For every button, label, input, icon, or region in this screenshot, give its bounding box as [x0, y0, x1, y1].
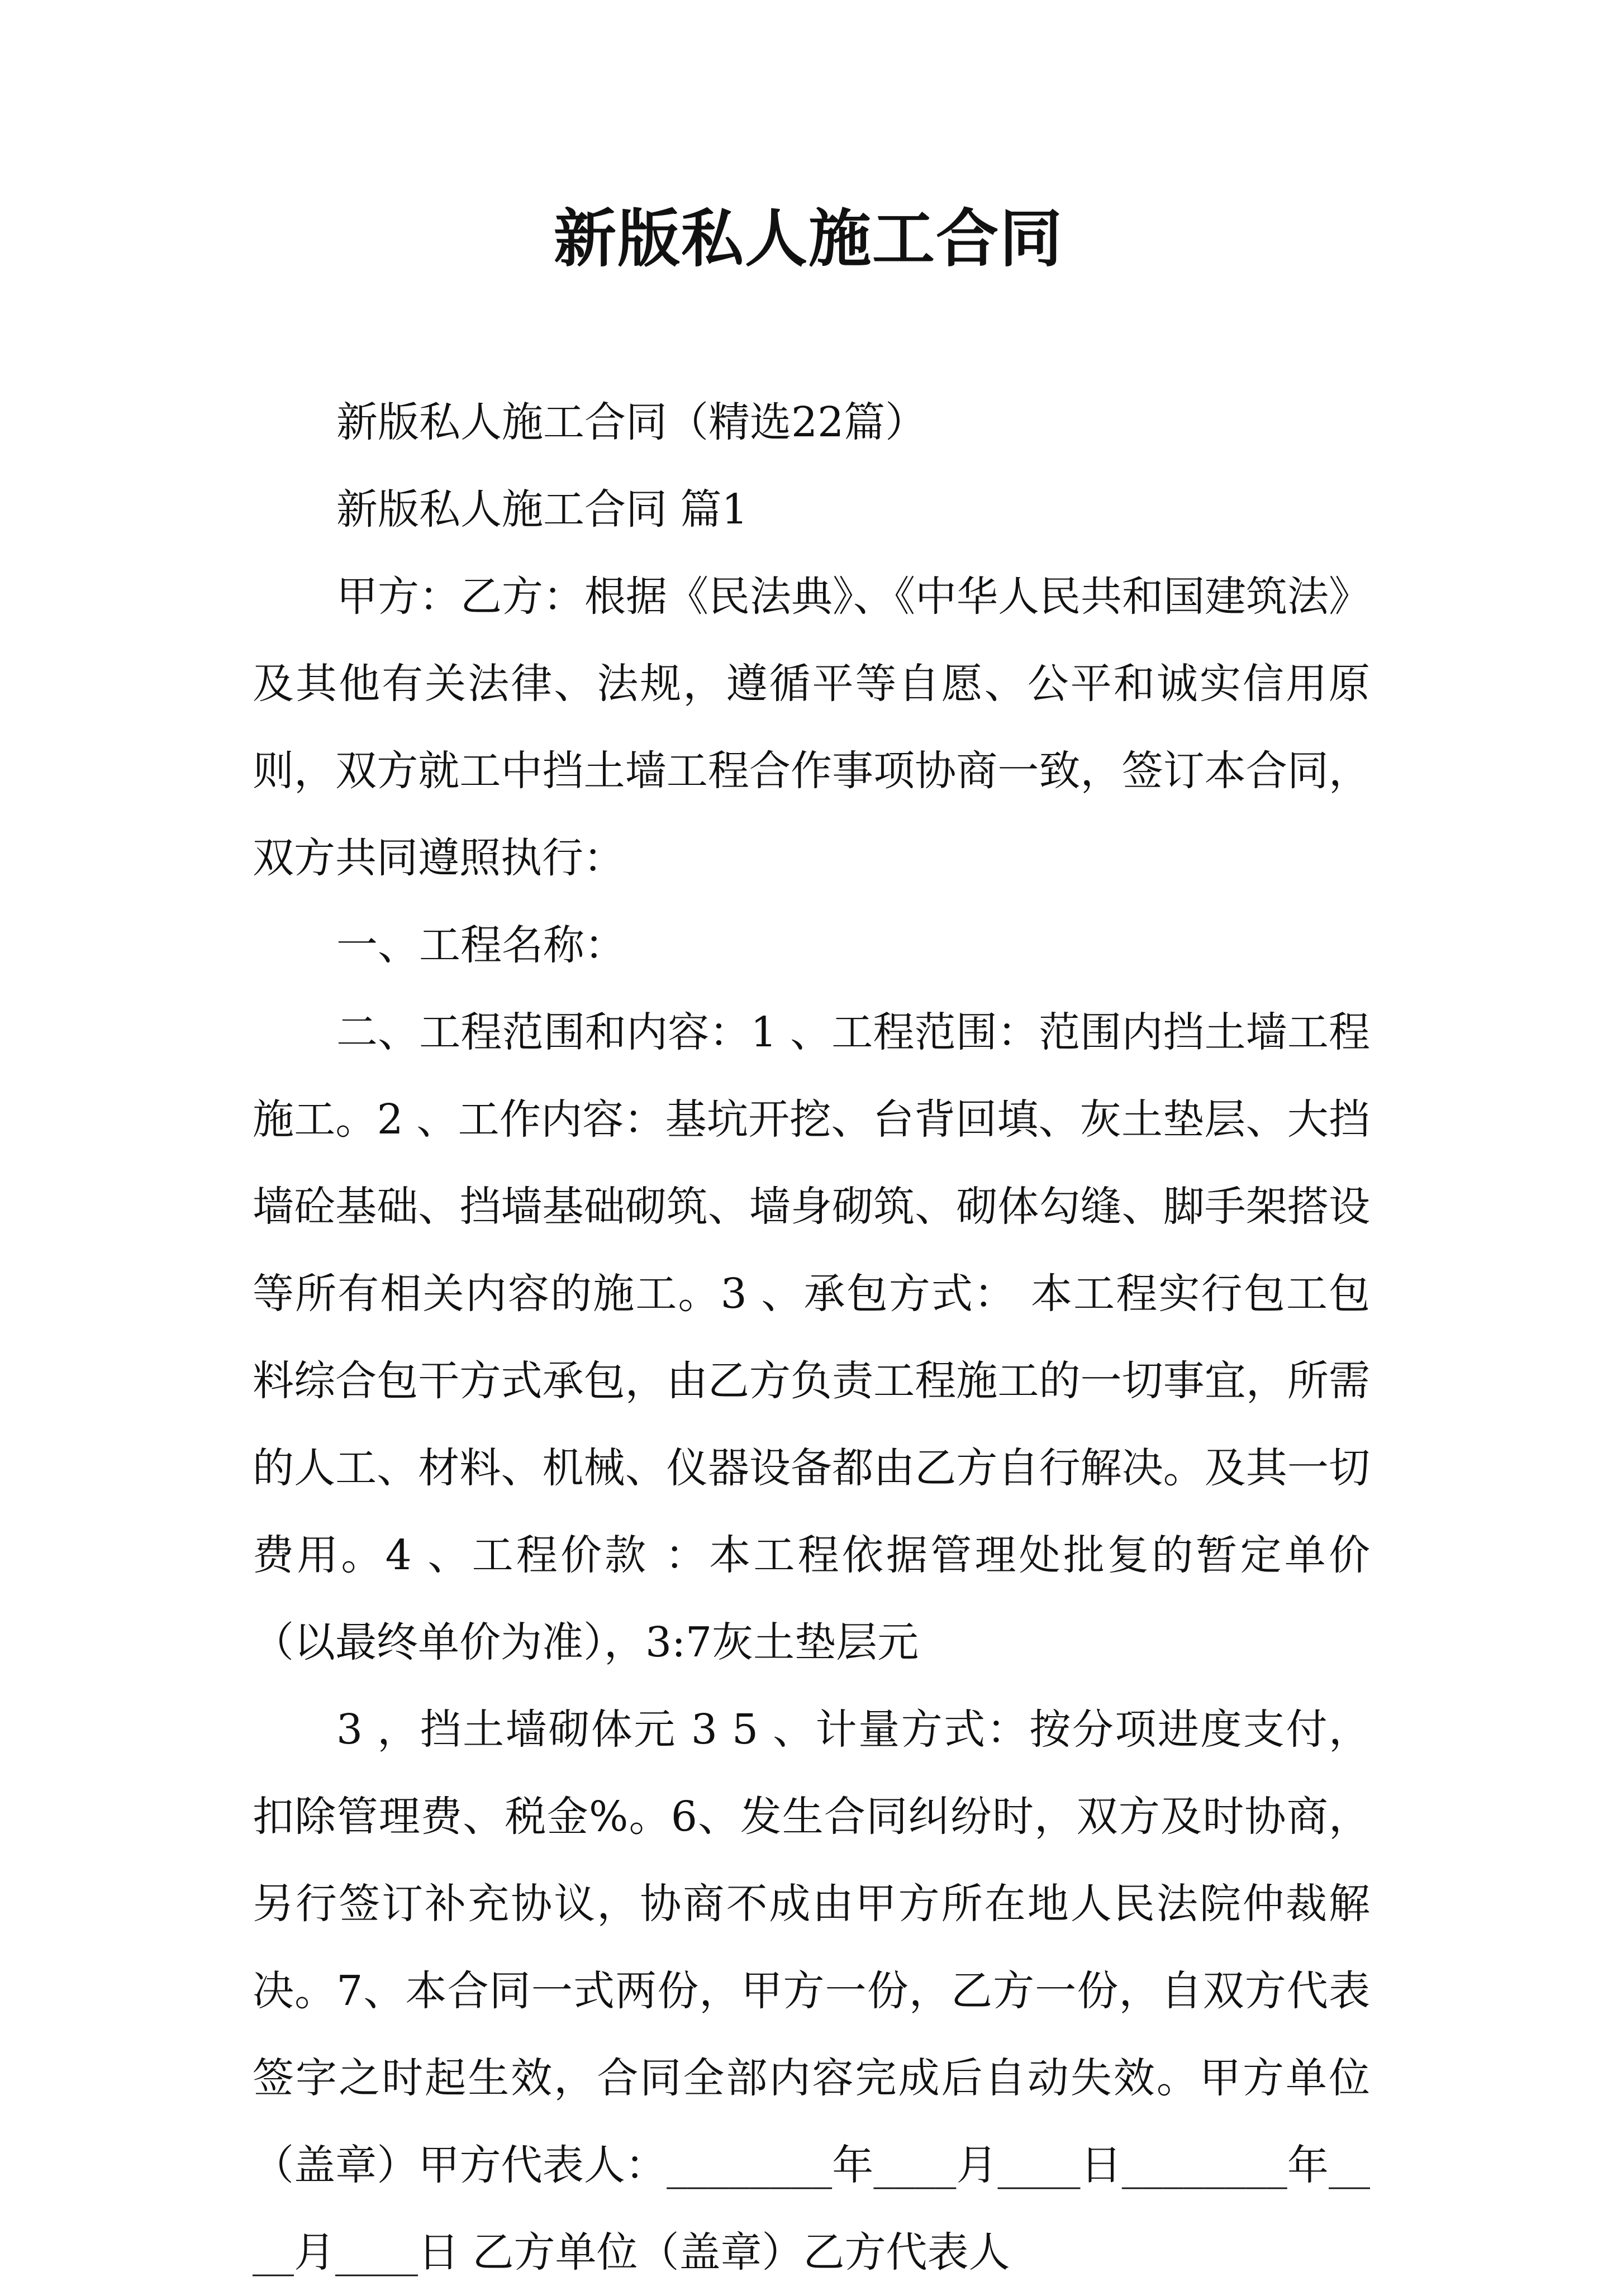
preamble-paragraph: 甲方：乙方：根据《民法典》、《中华人民共和国建筑法》及其他有关法律、法规，遵循平等自愿、公平和诚实信用原则，双方就工中挡土墙工程合作事项协商一致，签订本合同，双方共同遵照执行：: [253, 573, 1370, 882]
clause-payment-signature: 3 ，挡土墙砌体元 3 5 、计量方式：按分项进度支付，扣除管理费、税金%。6、发生合同纠纷时，双方及时协商，另行签订补充协议，协商不成由甲方所在地人民法院仲裁解决。7、本合同一式两份，甲方一份，乙方一份，自双方代表签字之时起生效，合同全部内容完成后自动失效。甲方单位（盖章）甲方代表人：________年____月____日________年____月____日 乙方单位（盖章）乙方代表人: [253, 1706, 1370, 2276]
clause-scope-content: 二、工程范围和内容：1 、工程范围：范围内挡土墙工程施工。2 、工作内容：基坑开挖、台背回填、灰土垫层、大挡墙砼基础、挡墙基础砌筑、墙身砌筑、砌体勾缝、脚手架搭设等所有相关内容的施工。3 、承包方式： 本工程实行包工包料综合包干方式承包，由乙方负责工程施工的一切事宜，所需的人工、材料、机械、仪器设备都由乙方自行解决。及其一切费用。4 、工程价款 ：本工程依据管理处批复的暂定单价（以最终单价为准），3:7灰土垫层元: [253, 1008, 1370, 1666]
clause-project-name: 一、工程名称：: [336, 921, 626, 969]
section-heading: 新版私人施工合同 篇1: [336, 485, 748, 533]
subtitle-paragraph: 新版私人施工合同（精选22篇）: [336, 398, 927, 446]
document-body: [253, 379, 1370, 2296]
document-title: 新版私人施工合同: [554, 202, 1063, 275]
